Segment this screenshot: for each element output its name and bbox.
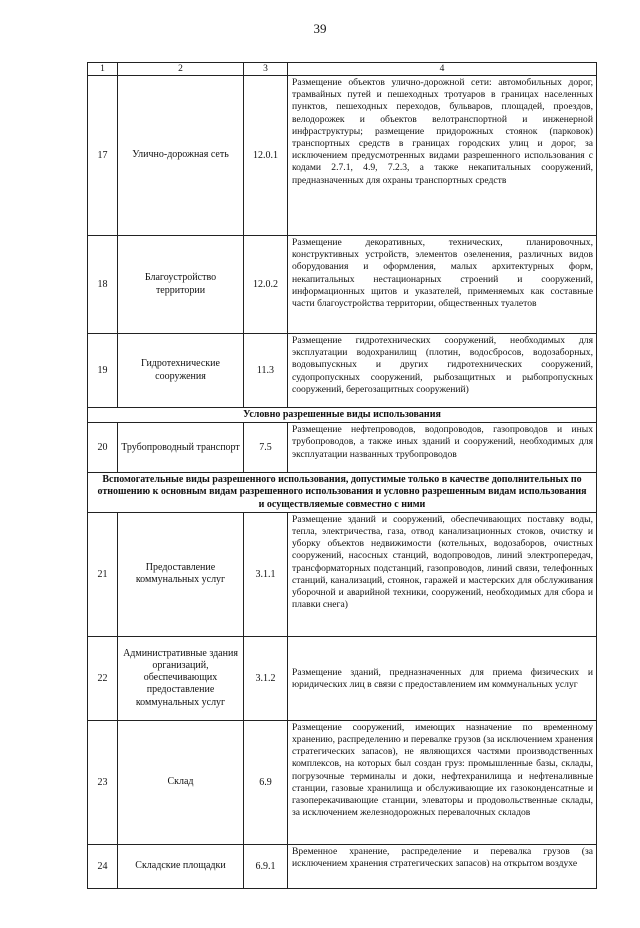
- table-row: [88, 334, 597, 408]
- use-name: Гидротехнические сооружения: [118, 334, 244, 408]
- use-code: 6.9.1: [244, 844, 288, 888]
- use-description: Временное хранение, распределение и перевалка грузов (за исключением хранения стратегических запасов) на открытом воздухе: [288, 844, 597, 888]
- use-code: 12.0.2: [244, 236, 288, 334]
- row-number: 21: [88, 512, 118, 636]
- use-code: 6.9: [244, 720, 288, 844]
- use-name: Административные здания организаций, обеспечивающих предоставление коммунальных услуг: [118, 636, 244, 720]
- header-cell: 4: [288, 63, 597, 76]
- use-description: Размещение зданий, предназначенных для приема физических и юридических лиц в связи с предоставлением им коммунальных услуг: [288, 636, 597, 720]
- table-header-row: [88, 63, 597, 76]
- use-name: Улично-дорожная сеть: [118, 76, 244, 236]
- row-number: 17: [88, 76, 118, 236]
- row-number: 23: [88, 720, 118, 844]
- section-title: Условно разрешенные виды использования: [88, 408, 597, 423]
- row-number: 20: [88, 423, 118, 473]
- table-row: [88, 76, 597, 236]
- use-code: 12.0.1: [244, 76, 288, 236]
- header-cell: 3: [244, 63, 288, 76]
- use-name: Благоустройство территории: [118, 236, 244, 334]
- use-description: Размещение объектов улично-дорожной сети: автомобильных дорог, трамвайных путей и пешеходных тротуаров в границах населенных пунктов, пешеходных переходов, бульваров, площадей, проездов, велодорожек и объектов велотранспортной и инженерной инфраструктуры; размещение придорожных стоянок (парковок) транспортных средств в границах городских улиц и дорог, за исключением предусмотренных видами разрешенного использования с кодами 2.7.1, 4.9, 7.2.3, а также некапитальных сооружений, предназначенных для охраны транспортных средств: [288, 76, 597, 236]
- row-number: 18: [88, 236, 118, 334]
- section-header-conditional: [88, 408, 597, 423]
- use-name: Трубопроводный транспорт: [118, 423, 244, 473]
- use-description: Размещение декоративных, технических, планировочных, конструктивных устройств, элементов озеленения, различных видов оборудования и оформления, малых архитектурных форм, некапитальных нестационарных строений и сооружений, информационных щитов и указателей, применяемых как составные части благоустройства территории, общественных туалетов: [288, 236, 597, 334]
- section-header-auxiliary: [88, 473, 597, 513]
- row-number: 19: [88, 334, 118, 408]
- table-row: [88, 423, 597, 473]
- use-name: Предоставление коммунальных услуг: [118, 512, 244, 636]
- header-cell: 2: [118, 63, 244, 76]
- table-row: [88, 236, 597, 334]
- use-name: Склад: [118, 720, 244, 844]
- header-cell: 1: [88, 63, 118, 76]
- section-title: Вспомогательные виды разрешенного использования, допустимые только в качестве дополнительных по отношению к основным видам разрешенного использования и условно разрешенным видам использования и осуществляемые совместно с ними: [88, 473, 597, 513]
- zoning-table: [87, 62, 597, 889]
- use-description: Размещение зданий и сооружений, обеспечивающих поставку воды, тепла, электричества, газа, отвод канализационных стоков, очистку и уборку объектов недвижимости (котельных, водозаборов, очистных сооружений, насосных станций, водопроводов, линий электропередач, трансформаторных подстанций, газопроводов, линий связи, телефонных станций, канализаций, стоянок, гаражей и мастерских для обслуживания уборочной и аварийной техники, сооружений, необходимых для сбора и плавки снега): [288, 512, 597, 636]
- table-row: [88, 844, 597, 888]
- use-name: Складские площадки: [118, 844, 244, 888]
- use-code: 3.1.2: [244, 636, 288, 720]
- use-code: 7.5: [244, 423, 288, 473]
- use-code: 11.3: [244, 334, 288, 408]
- table-row: [88, 512, 597, 636]
- page-number: 39: [313, 21, 327, 36]
- use-description: Размещение гидротехнических сооружений, необходимых для эксплуатации водохранилищ (плотин, водосбросов, водозаборных, водовыпускных и других гидротехнических сооружений, судопропускных сооружений, рыбозащитных и рыбопропускных сооружений, берегозащитных сооружений): [288, 334, 597, 408]
- use-code: 3.1.1: [244, 512, 288, 636]
- table-row: [88, 636, 597, 720]
- table-row: [88, 720, 597, 844]
- row-number: 24: [88, 844, 118, 888]
- use-description: Размещение нефтепроводов, водопроводов, газопроводов и иных трубопроводов, а также иных зданий и сооружений, необходимых для эксплуатации названных трубопроводов: [288, 423, 597, 473]
- row-number: 22: [88, 636, 118, 720]
- use-description: Размещение сооружений, имеющих назначение по временному хранению, распределению и перевалке грузов (за исключением хранения стратегических запасов), не являющихся частями производственных комплексов, на которых был создан груз: промышленные базы, склады, погрузочные терминалы и доки, нефтехранилища и нефтеналивные станции, газовые хранилища и обслуживающие их газоконденсатные и газоперекачивающие станции, элеваторы и продовольственные склады, за исключением железнодорожных перевалочных складов: [288, 720, 597, 844]
